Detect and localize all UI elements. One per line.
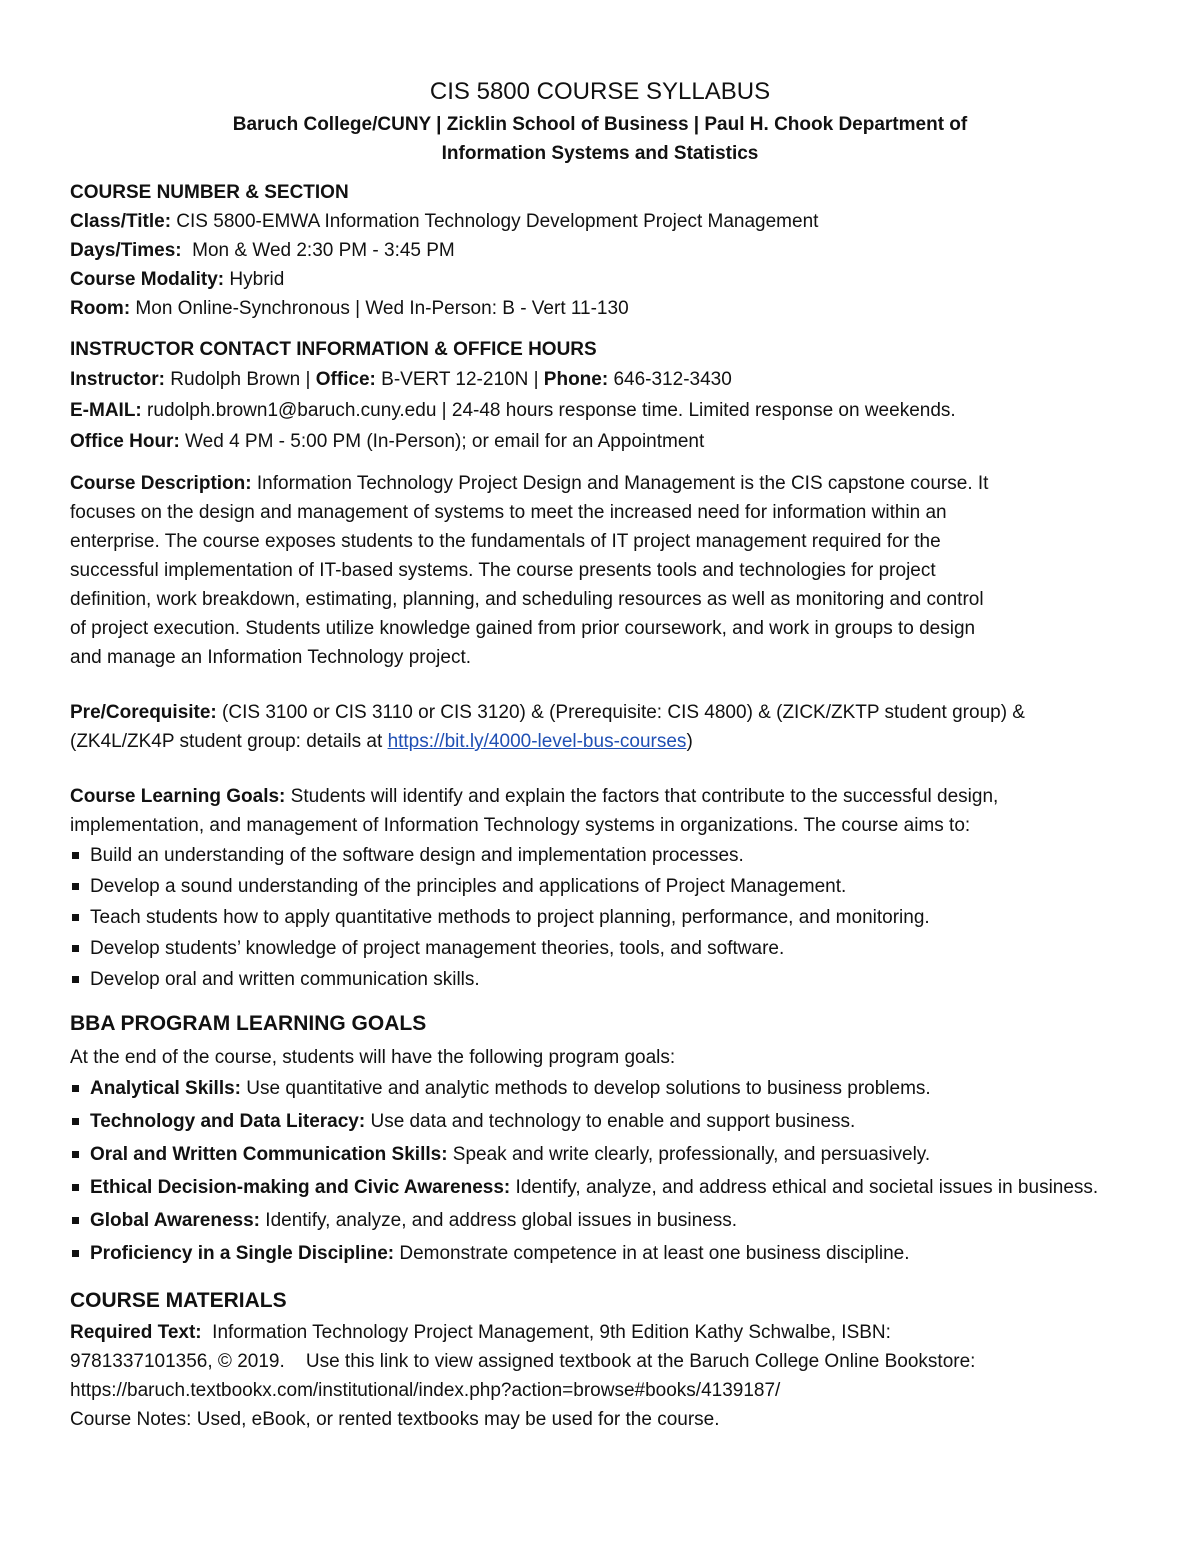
goals-list	[70, 840, 1130, 995]
office-value: B-VERT 12-210N |	[375, 369, 544, 390]
class-title-label: Class/Title:	[70, 211, 172, 232]
page-title: CIS 5800 COURSE SYLLABUS	[429, 78, 771, 105]
prereq-label: Pre/Corequisite:	[70, 702, 217, 723]
goals-intro-line-1	[70, 782, 1130, 811]
goal-text: Speak and write clearly, professionally, and persuasively.	[447, 1144, 931, 1165]
instructor-label: Instructor:	[70, 369, 165, 390]
goal-label: Ethical Decision-making and Civic Awareness:	[90, 1177, 511, 1198]
bullet-icon	[72, 914, 79, 921]
list-item	[70, 964, 1130, 995]
bba-goals-intro: At the end of the course, students will have the following program goals:	[70, 1047, 676, 1068]
list-item	[70, 1204, 1130, 1237]
course-description	[70, 469, 1130, 672]
list-item	[70, 1171, 1130, 1204]
goal-text: Use quantitative and analytic methods to develop solutions to business problems.	[241, 1078, 931, 1099]
description-line: and manage an Information Technology project.	[70, 647, 472, 668]
goal-label: Analytical Skills:	[90, 1078, 242, 1099]
required-text-line-2: 9781337101356, © 2019. Use this link to view assigned textbook at the Baruch College Online Bookstore:	[70, 1351, 976, 1372]
description-text: Information Technology Project Design and Management is the CIS capstone course. It	[251, 473, 989, 494]
required-text-value: Information Technology Project Management, 9th Edition Kathy Schwalbe, ISBN:	[201, 1322, 891, 1343]
bullet-icon	[72, 945, 79, 952]
room-value: Mon Online-Synchronous | Wed In-Person: B - Vert 11-130	[130, 298, 629, 319]
list-item-text: Build an understanding of the software design and implementation processes.	[90, 845, 744, 866]
goals-text: Students will identify and explain the factors that contribute to the successful design,	[285, 786, 999, 807]
goals-label: Course Learning Goals:	[70, 786, 286, 807]
prerequisite	[70, 698, 1130, 756]
prereq-text-2: (ZK4L/ZK4P student group: details at	[70, 731, 388, 752]
instructor-line	[70, 364, 1130, 395]
goals-intro-line-2: implementation, and management of Information Technology systems in organizations. The course aims to:	[70, 815, 971, 836]
bullet-icon	[72, 1184, 79, 1191]
modality-value: Hybrid	[224, 269, 285, 290]
class-title-line	[70, 207, 1130, 236]
course-section-heading: COURSE NUMBER & SECTION	[70, 182, 349, 203]
instructor-value: Rudolph Brown |	[165, 369, 316, 390]
list-item	[70, 1072, 1130, 1105]
course-learning-goals	[70, 782, 1130, 995]
list-item	[70, 902, 1130, 933]
prereq-line-2	[70, 727, 1130, 756]
bba-goals-heading: BBA PROGRAM LEARNING GOALS	[70, 1012, 427, 1035]
course-notes: Course Notes: Used, eBook, or rented textbooks may be used for the course.	[70, 1409, 720, 1430]
subtitle-line-2: Information Systems and Statistics	[441, 143, 759, 164]
office-hour-value: Wed 4 PM - 5:00 PM (In-Person); or email for an Appointment	[179, 431, 705, 452]
modality-line	[70, 265, 1130, 294]
page-subtitle	[70, 110, 1130, 168]
bookstore-url[interactable]: https://baruch.textbookx.com/institutional/index.php?action=browse#books/4139187/	[70, 1380, 781, 1401]
email-line	[70, 395, 1130, 426]
description-line: successful implementation of IT-based systems. The course presents tools and technologies for project	[70, 560, 936, 581]
prereq-line-1	[70, 698, 1130, 727]
list-item-text: Develop a sound understanding of the principles and applications of Project Management.	[90, 876, 847, 897]
list-item	[70, 1105, 1130, 1138]
description-line: definition, work breakdown, estimating, planning, and scheduling resources as well as monitoring and control	[70, 589, 984, 610]
phone-value: 646-312-3430	[608, 369, 732, 390]
bullet-icon	[72, 1250, 79, 1257]
bullet-icon	[72, 883, 79, 890]
goal-label: Proficiency in a Single Discipline:	[90, 1243, 395, 1264]
list-item-text: Teach students how to apply quantitative methods to project planning, performance, and monitoring.	[90, 907, 930, 928]
bullet-icon	[72, 852, 79, 859]
goal-text: Demonstrate competence in at least one business discipline.	[394, 1243, 910, 1264]
days-times-line	[70, 236, 1130, 265]
office-hour-line	[70, 426, 1130, 457]
room-label: Room:	[70, 298, 131, 319]
class-title-value: CIS 5800-EMWA Information Technology Development Project Management	[171, 211, 819, 232]
goal-label: Global Awareness:	[90, 1210, 261, 1231]
description-label: Course Description:	[70, 473, 252, 494]
list-item	[70, 1138, 1130, 1171]
subtitle-line-1: Baruch College/CUNY | Zicklin School of Business | Paul H. Chook Department of	[232, 114, 968, 135]
list-item-text: Develop oral and written communication skills.	[90, 969, 480, 990]
bullet-icon	[72, 1085, 79, 1092]
description-line: enterprise. The course exposes students to the fundamentals of IT project management required for the	[70, 531, 941, 552]
description-line: of project execution. Students utilize knowledge gained from prior coursework, and work in groups to design	[70, 618, 976, 639]
list-item	[70, 840, 1130, 871]
document-body	[70, 76, 1130, 1434]
bullet-icon	[72, 1118, 79, 1125]
prereq-text-3: )	[686, 731, 693, 752]
list-item-text: Develop students’ knowledge of project management theories, tools, and software.	[90, 938, 785, 959]
days-times-value: Mon & Wed 2:30 PM - 3:45 PM	[181, 240, 455, 261]
goal-text: Identify, analyze, and address ethical and societal issues in business.	[510, 1177, 1099, 1198]
bba-goals-list	[70, 1072, 1130, 1270]
goal-text: Identify, analyze, and address global issues in business.	[260, 1210, 738, 1231]
prereq-link[interactable]: https://bit.ly/4000-level-bus-courses	[387, 731, 687, 752]
modality-label: Course Modality:	[70, 269, 225, 290]
room-line	[70, 294, 1130, 323]
prereq-text: (CIS 3100 or CIS 3110 or CIS 3120) & (Prerequisite: CIS 4800) & (ZICK/ZKTP student group) &	[216, 702, 1025, 723]
list-item	[70, 871, 1130, 902]
goal-label: Oral and Written Communication Skills:	[90, 1144, 448, 1165]
goal-label: Technology and Data Literacy:	[90, 1111, 366, 1132]
list-item	[70, 933, 1130, 964]
days-times-label: Days/Times:	[70, 240, 182, 261]
required-text-line-1	[70, 1318, 1130, 1347]
required-text-label: Required Text:	[70, 1322, 202, 1343]
materials-heading: COURSE MATERIALS	[70, 1289, 287, 1312]
instructor-heading: INSTRUCTOR CONTACT INFORMATION & OFFICE HOURS	[70, 339, 597, 360]
bullet-icon	[72, 1151, 79, 1158]
description-line	[70, 469, 1130, 498]
office-label: Office:	[315, 369, 376, 390]
bullet-icon	[72, 976, 79, 983]
bullet-icon	[72, 1217, 79, 1224]
phone-label: Phone:	[543, 369, 609, 390]
email-label: E-MAIL:	[70, 400, 142, 421]
email-value: rudolph.brown1@baruch.cuny.edu | 24-48 hours response time. Limited response on weekends.	[141, 400, 956, 421]
goal-text: Use data and technology to enable and support business.	[365, 1111, 856, 1132]
description-line: focuses on the design and management of systems to meet the increased need for information within an	[70, 502, 947, 523]
list-item	[70, 1237, 1130, 1270]
office-hour-label: Office Hour:	[70, 431, 180, 452]
